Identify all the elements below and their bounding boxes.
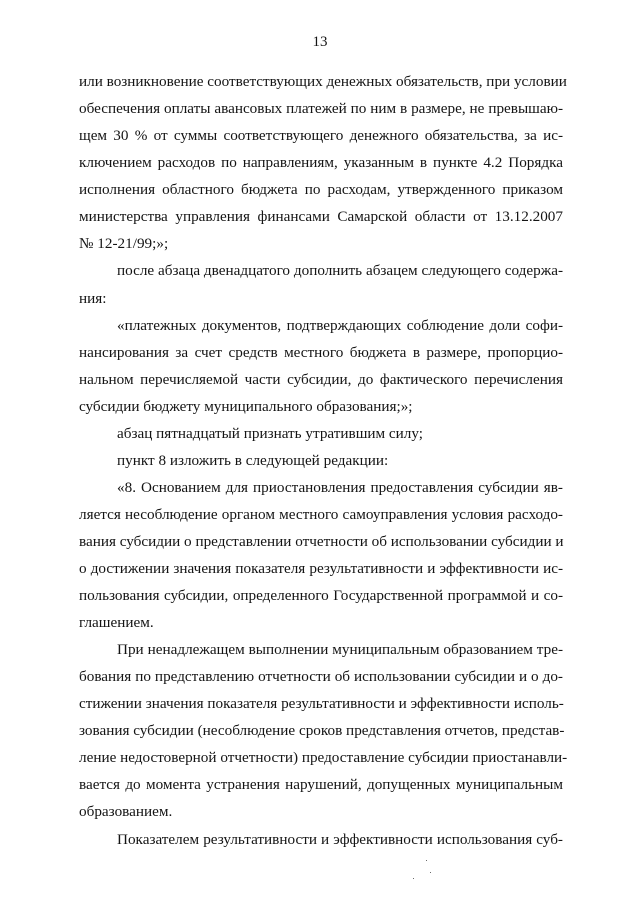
text-line: нальном перечисляемой части субсидии, до фактического перечисления [79,371,563,388]
text-line: вается до момента устранения нарушений, допущенных муниципальным [79,776,563,793]
page-number: 13 [312,34,328,50]
text-line: о достижении значения показателя результативности и эффективности ис- [79,560,563,577]
text-line: ключением расходов по направлениям, указанным в пункте 4.2 Порядка [79,154,563,171]
paragraph-first-line: пункт 8 изложить в следующей редакции: [117,452,389,469]
text-line: вания субсидии о представлении отчетности об использовании субсидии и [79,533,564,550]
text-line: пользования субсидии, определенного Государственной программой и со- [79,587,563,604]
text-line: зования субсидии (несоблюдение сроков представления отчетов, представ- [79,722,565,739]
paragraph-first-line: после абзаца двенадцатого дополнить абзацем следующего содержа- [117,262,563,279]
text-line: ляется несоблюдение органом местного самоуправления условия расходо- [79,506,563,523]
paragraph-first-line: абзац пятнадцатый признать утратившим силу; [117,425,423,442]
text-line: щем 30 % от суммы соответствующего денежного обязательства, за ис- [79,127,563,144]
text-line: образованием. [79,803,173,820]
paragraph-first-line: «платежных документов, подтверждающих соблюдение доли софи- [117,317,563,334]
text-line: или возникновение соответствующих денежных обязательств, при условии [79,73,567,90]
text-line: глашением. [79,614,154,631]
paragraph-first-line: Показателем результативности и эффективности использования суб- [117,831,563,848]
scan-speck [413,878,414,879]
text-line: субсидии бюджету муниципального образования;»; [79,398,413,415]
text-line: ния: [79,290,107,307]
text-line: № 12-21/99;»; [79,235,169,252]
text-line: ление недостоверной отчетности) предоставление субсидии приостанавли- [79,749,568,766]
text-line: министерства управления финансами Самарской области от 13.12.2007 [79,208,563,225]
text-line: обеспечения оплаты авансовых платежей по ним в размере, не превышаю- [79,100,563,117]
text-line: бования по представлению отчетности об использовании субсидии и о до- [79,668,563,685]
scan-speck [426,860,427,861]
text-line: исполнения областного бюджета по расходам, утвержденного приказом [79,181,563,198]
scan-speck [430,872,431,873]
paragraph-first-line: При ненадлежащем выполнении муниципальным образованием тре- [117,641,563,658]
text-line: стижении значения показателя результативности и эффективности исполь- [79,695,564,712]
text-line: нансирования за счет средств местного бюджета в размере, пропорцио- [79,344,563,361]
paragraph-first-line: «8. Основанием для приостановления предоставления субсидии яв- [117,479,563,496]
